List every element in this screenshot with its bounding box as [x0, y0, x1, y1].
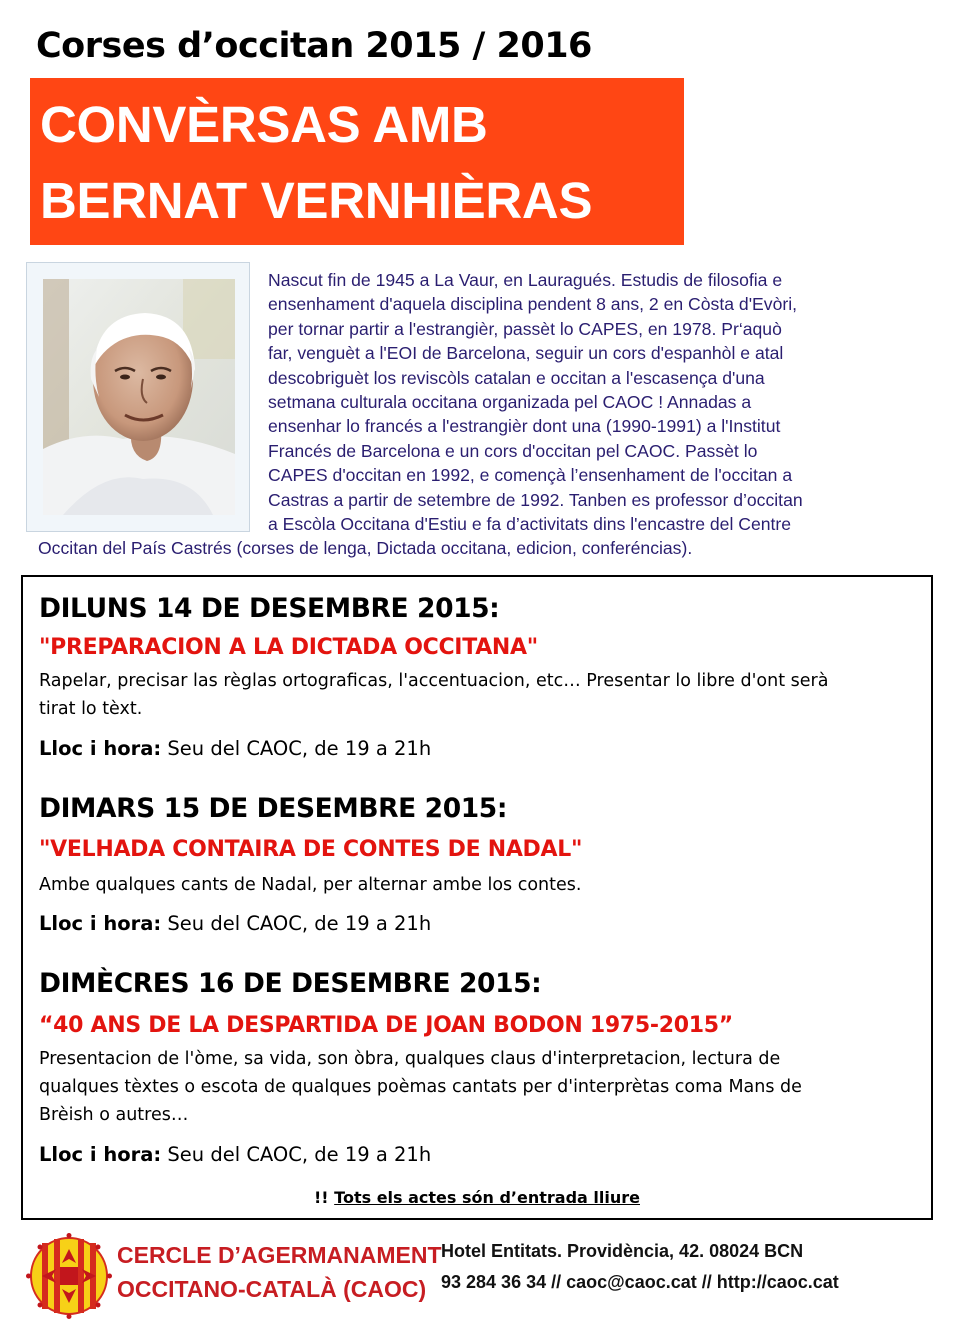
caoc-logo — [26, 1233, 112, 1319]
event-1-place — [39, 737, 431, 760]
place-value: Seu del CAOC, de 19 a 21h — [167, 737, 432, 760]
caoc-logo-emblem — [26, 1233, 112, 1319]
portrait-photo — [43, 279, 235, 515]
bio-line: Occitan del País Castrés (corses de lenga, Dictada occitana, edicion, conferéncias). — [38, 538, 693, 559]
events-box — [21, 575, 933, 1220]
event-2-desc-line: Ambe qualques cants de Nadal, per alternar ambe los contes. — [39, 875, 582, 895]
bio-line: Castras a partir de setembre de 1992. Tanben es professor d’occitan — [268, 489, 803, 510]
address: Hotel Entitats. Providència, 42. 08024 BCN — [441, 1241, 804, 1261]
event-3-desc-line: Brèish o autres… — [39, 1105, 189, 1125]
place-label: Lloc i hora: — [39, 912, 162, 935]
bio-line: ensenhar lo francés a l'estrangièr dont una (1990-1991) a l'Institut — [268, 416, 781, 437]
event-3-desc-line: qualques tèxtes o escota de qualques poèmas cantats per d'interprètas coma Mans de — [39, 1077, 802, 1097]
event-3-title: “40 ANS DE LA DESPARTIDA DE JOAN BODON 1975-2015” — [39, 1013, 733, 1038]
bio-line: per tornar partir a l'estrangièr, passèt lo CAPES, en 1978. Pr‘aquò — [268, 318, 782, 339]
bio-line: Nascut fin de 1945 a La Vaur, en Lauragués. Estudis de filosofia e — [268, 270, 783, 290]
course-title: Corses d’occitan 2015 / 2016 — [36, 26, 592, 66]
event-3-place — [39, 1143, 431, 1166]
bio-line: far, venguèt a l'EOI de Barcelona, seguir un cors d'espanhòl e atal — [268, 343, 784, 364]
free-entry-note — [23, 1188, 931, 1207]
event-1-desc-line: tirat lo tèxt. — [39, 699, 143, 719]
banner-title-line-2: BERNAT VERNHIÈRAS — [40, 172, 593, 229]
portrait-illustration — [43, 279, 235, 515]
event-3-date: DIMÈCRES 16 DE DESEMBRE 2015: — [39, 968, 542, 999]
place-label: Lloc i hora: — [39, 737, 162, 760]
contact-info: 93 284 36 34 // caoc@caoc.cat // http://caoc.cat — [441, 1272, 839, 1292]
bio-line: descobriguèt los reviscòls catalan e occitan a l'escasença d'una — [268, 367, 765, 388]
bio-line: Francés de Barcelona e un cors d'occitan pel CAOC. Passèt lo — [268, 440, 758, 461]
event-2-place — [39, 912, 431, 935]
free-entry-prefix: !! — [314, 1188, 329, 1207]
bio-line: setmana culturala occitana organizada pel CAOC ! Annadas a — [268, 392, 752, 412]
title-banner — [30, 78, 684, 245]
event-2-date: DIMARS 15 DE DESEMBRE 2015: — [39, 793, 508, 824]
event-3-desc-line: Presentacion de l'òme, sa vida, son òbra, qualques claus d'interpretacion, lectura de — [39, 1049, 781, 1069]
free-entry-text: Tots els actes són d’entrada lliure — [334, 1188, 640, 1207]
bio-line: a Escòla Occitana d'Estiu e fa d’activitats dins l'encastre del Centre — [268, 514, 792, 534]
event-1-date: DILUNS 14 DE DESEMBRE 2015: — [39, 593, 500, 624]
banner-title-line-1: CONVÈRSAS AMB — [40, 96, 488, 153]
place-value: Seu del CAOC, de 19 a 21h — [167, 912, 432, 935]
bio-line: ensenhament d'aquela disciplina pendent 8 ans, 2 en Còsta d'Evòri, — [268, 294, 798, 315]
bio-line: CAPES d'occitan en 1992, e començà l’ensenhament de l'occitan a — [268, 465, 793, 486]
portrait-frame — [26, 262, 250, 532]
event-1-desc-line: Rapelar, precisar las règlas ortograficas, l'accentuacion, etc… Presentar lo libre d'ont serà — [39, 671, 829, 691]
place-label: Lloc i hora: — [39, 1143, 162, 1166]
org-name-line-1: CERCLE D’AGERMANAMENT — [117, 1242, 442, 1268]
place-value: Seu del CAOC, de 19 a 21h — [167, 1143, 432, 1166]
event-1-title: "PREPARACION A LA DICTADA OCCITANA" — [39, 635, 538, 660]
org-name-line-2: OCCITANO-CATALÀ (CAOC) — [117, 1276, 427, 1302]
event-2-title: "VELHADA CONTAIRA DE CONTES DE NADAL" — [39, 837, 583, 862]
